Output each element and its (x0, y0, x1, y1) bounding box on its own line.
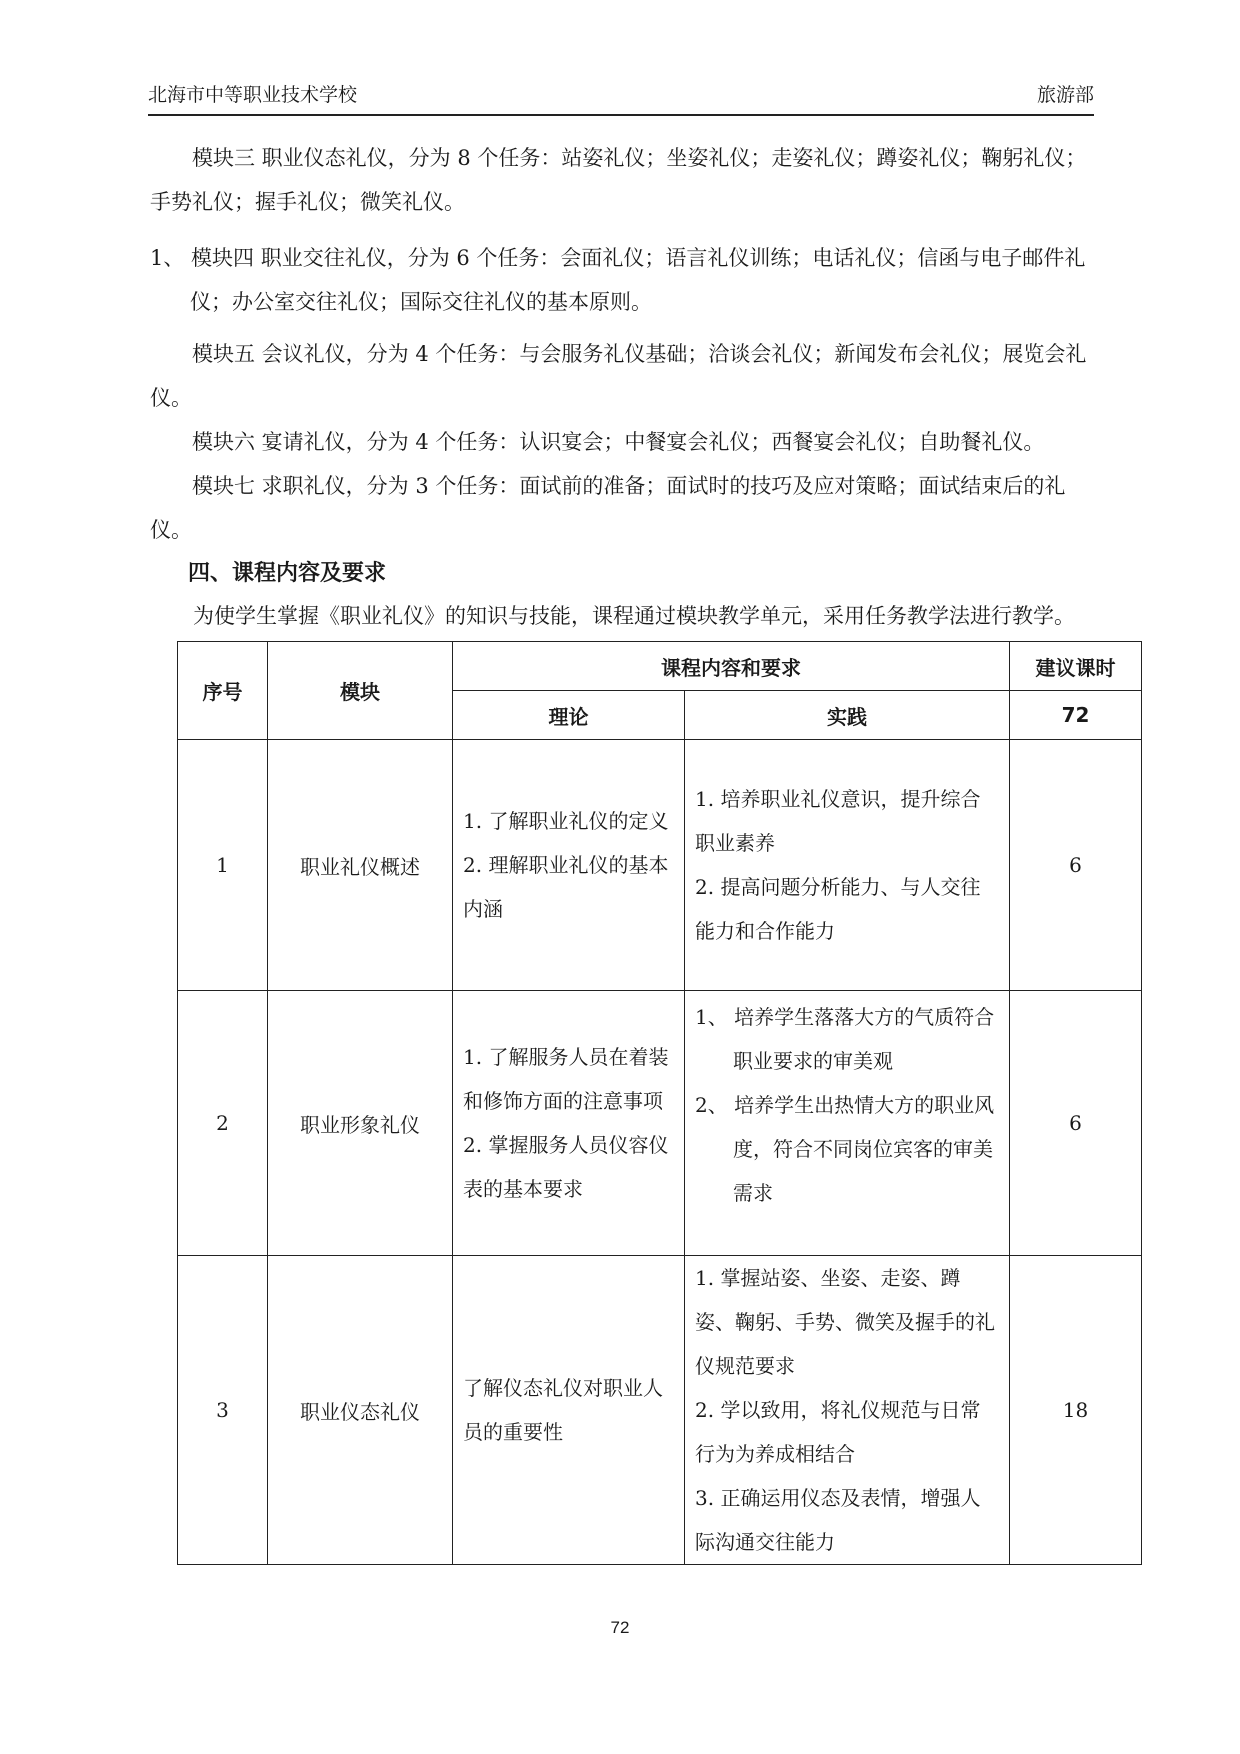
row-seq: 1 (178, 740, 268, 991)
header-theory: 理论 (453, 691, 685, 740)
row-hours: 6 (1010, 991, 1142, 1256)
page-header (148, 84, 1094, 116)
table-row (178, 1256, 1142, 1565)
paragraph-module-6: 模块六 宴请礼仪，分为 4 个任务：认识宴会；中餐宴会礼仪；西餐宴会礼仪；自助餐礼仪。 (192, 430, 1045, 454)
theory-item: 1. 了解服务人员在着装和修饰方面的注意事项 (463, 1045, 669, 1113)
header-module: 模块 (268, 642, 453, 740)
theory-item: 了解仪态礼仪对职业人员的重要性 (463, 1376, 663, 1444)
header-content: 课程内容和要求 (453, 642, 1010, 691)
theory-item: 1. 了解职业礼仪的定义 (463, 809, 669, 833)
theory-item: 2. 理解职业礼仪的基本内涵 (463, 853, 669, 921)
practice-item: 1、 培养学生落落大方的气质符合职业要求的审美观 (695, 1005, 995, 1073)
table-row (178, 740, 1142, 991)
school-name: 北海市中等职业技术学校 (148, 84, 358, 106)
row-module: 职业形象礼仪 (268, 991, 453, 1256)
header-practice: 实践 (685, 691, 1010, 740)
paragraph-module-5: 模块五 会议礼仪，分为 4 个任务：与会服务礼仪基础；洽谈会礼仪；新闻发布会礼仪；展览会礼仪。 (150, 342, 1087, 410)
practice-item: 2. 提高问题分析能力、与人交往能力和合作能力 (695, 875, 981, 943)
row-practice (685, 1256, 1010, 1565)
paragraph-module-4: 1、 模块四 职业交往礼仪，分为 6 个任务：会面礼仪；语言礼仪训练；电话礼仪；信函与电子邮件礼仪；办公室交往礼仪；国际交往礼仪的基本原则。 (150, 246, 1086, 314)
practice-item: 2. 学以致用，将礼仪规范与日常行为为养成相结合 (695, 1398, 981, 1466)
practice-item: 2、 培养学生出热情大方的职业风度，符合不同岗位宾客的审美需求 (695, 1093, 995, 1205)
department-name: 旅游部 (1036, 84, 1094, 106)
paragraph-module-7: 模块七 求职礼仪，分为 3 个任务：面试前的准备；面试时的技巧及应对策略；面试结束后的礼仪。 (150, 474, 1066, 542)
header-seq: 序号 (178, 642, 268, 740)
practice-item: 1. 培养职业礼仪意识，提升综合职业素养 (695, 787, 981, 855)
course-content-table (177, 641, 1142, 1565)
practice-item: 3. 正确运用仪态及表情，增强人际沟通交往能力 (695, 1486, 981, 1554)
section-heading: 四、课程内容及要求 (188, 561, 387, 586)
row-module: 职业仪态礼仪 (268, 1256, 453, 1565)
section-intro: 为使学生掌握《职业礼仪》的知识与技能，课程通过模块教学单元，采用任务教学法进行教学。 (193, 604, 1075, 628)
row-practice (685, 991, 1010, 1256)
row-module: 职业礼仪概述 (268, 740, 453, 991)
page-number: 72 (610, 1618, 630, 1637)
row-practice (685, 740, 1010, 991)
row-hours: 18 (1010, 1256, 1142, 1565)
row-theory (453, 1256, 685, 1565)
row-seq: 2 (178, 991, 268, 1256)
practice-item: 1. 掌握站姿、坐姿、走姿、蹲姿、鞠躬、手势、微笑及握手的礼仪规范要求 (695, 1266, 995, 1378)
table-row (178, 991, 1142, 1256)
paragraph-module-3: 模块三 职业仪态礼仪，分为 8 个任务：站姿礼仪；坐姿礼仪；走姿礼仪；蹲姿礼仪；鞠躬礼仪；手势礼仪；握手礼仪；微笑礼仪。 (150, 146, 1087, 214)
header-hours: 建议课时 (1010, 642, 1142, 691)
row-hours: 6 (1010, 740, 1142, 991)
theory-item: 2. 掌握服务人员仪容仪表的基本要求 (463, 1133, 669, 1201)
row-seq: 3 (178, 1256, 268, 1565)
row-theory (453, 991, 685, 1256)
row-theory (453, 740, 685, 991)
header-total-hours: 72 (1010, 691, 1142, 740)
